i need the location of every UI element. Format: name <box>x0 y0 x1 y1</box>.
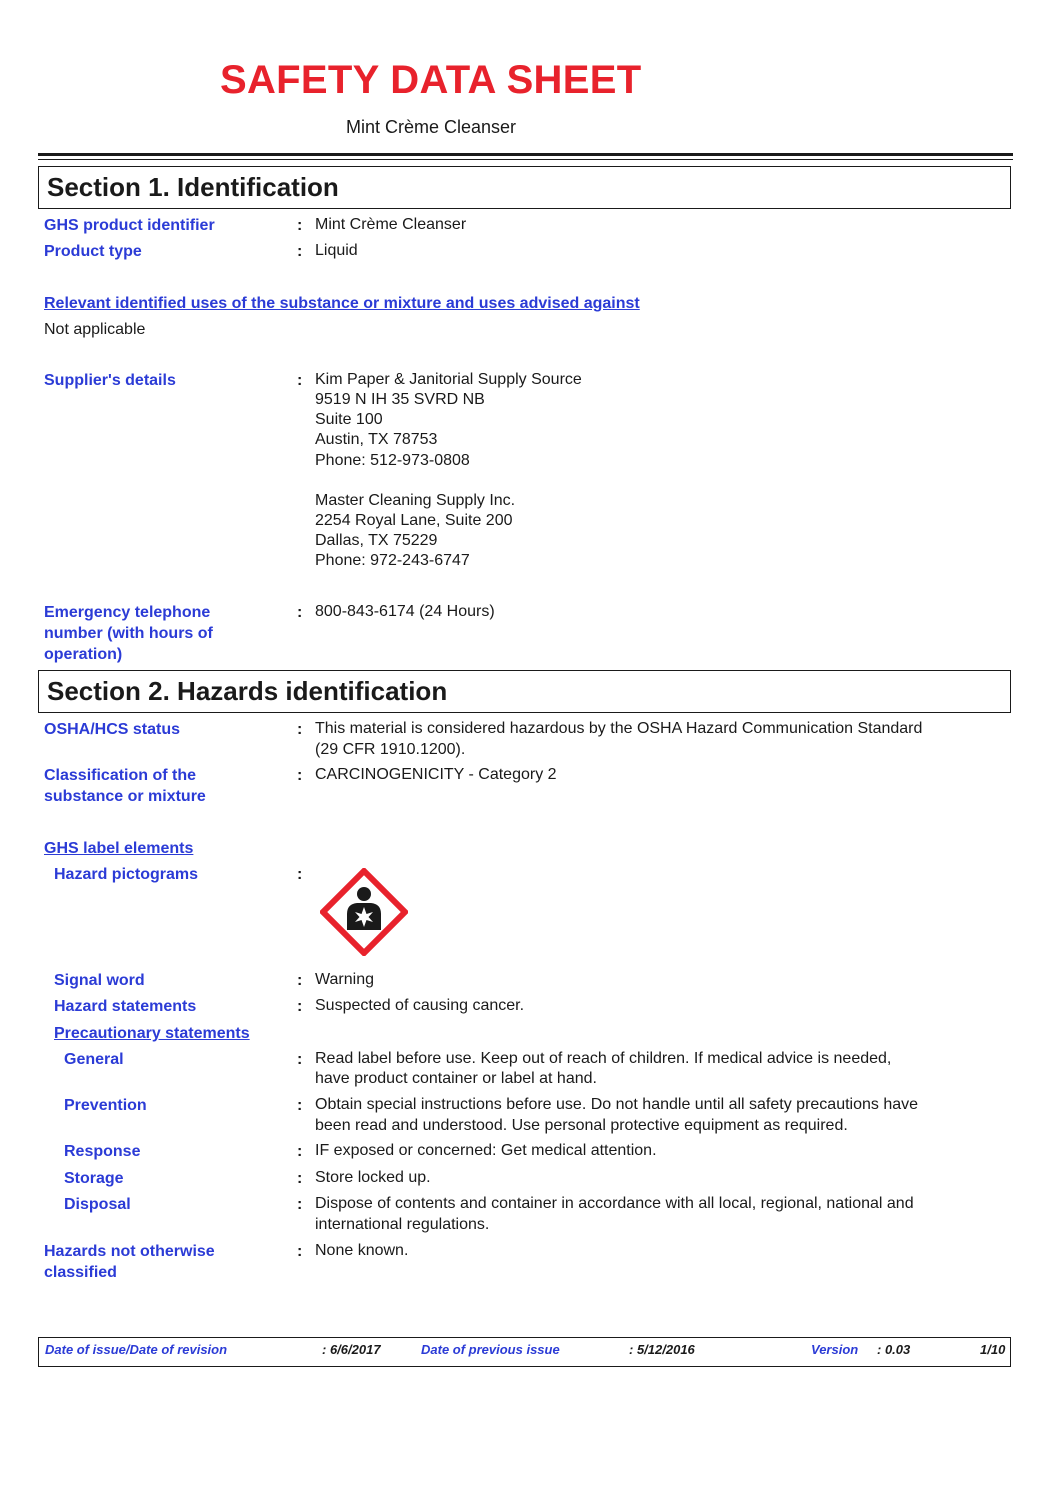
document-footer <box>38 1337 1011 1367</box>
version-value: : 0.03 <box>877 1342 911 1357</box>
section-2-header <box>38 670 1011 713</box>
header-rule-thin <box>38 159 1013 160</box>
osha-status-value: (29 CFR 1910.1200). <box>315 741 466 758</box>
prevention-value: Obtain special instructions before use. Do not handle until all safety precautions have <box>315 1096 919 1113</box>
hazard-statements-value: Suspected of causing cancer. <box>315 997 525 1014</box>
suppliers-address-line: 9519 N IH 35 SVRD NB <box>315 391 485 408</box>
suppliers-address-line: Kim Paper & Janitorial Supply Source <box>315 371 582 388</box>
signal-word-label: Signal word <box>54 972 145 989</box>
colon: : <box>297 1243 303 1260</box>
colon: : <box>297 1196 303 1213</box>
emergency-label: number (with hours of <box>44 625 213 642</box>
general-value: have product container or label at hand. <box>315 1070 597 1087</box>
hazards-not-classified-label: classified <box>44 1264 117 1281</box>
colon: : <box>297 372 303 389</box>
disposal-label: Disposal <box>64 1196 131 1213</box>
emergency-phone: 800-843-6174 (24 Hours) <box>315 603 495 620</box>
colon: : <box>297 721 303 738</box>
suppliers-address-line: Austin, TX 78753 <box>315 431 438 448</box>
ghs-label-elements-heading[interactable]: GHS label elements <box>44 840 194 857</box>
colon: : <box>297 243 303 260</box>
prevention-label: Prevention <box>64 1097 147 1114</box>
hazards-not-classified-value: None known. <box>315 1242 409 1259</box>
document-title: SAFETY DATA SHEET <box>220 58 642 102</box>
disposal-value: international regulations. <box>315 1216 490 1233</box>
colon: : <box>297 767 303 784</box>
osha-status-label: OSHA/HCS status <box>44 721 181 738</box>
relevant-uses-heading[interactable]: Relevant identified uses of the substance or mixture and uses advised against <box>44 295 640 312</box>
section-2-title: Section 2. Hazards identification <box>47 676 448 706</box>
colon: : <box>297 998 303 1015</box>
suppliers-details-label: Supplier's details <box>44 372 176 389</box>
suppliers-address-line: 2254 Royal Lane, Suite 200 <box>315 512 513 529</box>
section-1-title: Section 1. Identification <box>47 172 339 202</box>
health-hazard-icon <box>320 868 408 956</box>
version-label: Version <box>811 1342 859 1357</box>
general-value: Read label before use. Keep out of reach of children. If medical advice is needed, <box>315 1050 892 1067</box>
product-type-value: Liquid <box>315 242 358 259</box>
storage-value: Store locked up. <box>315 1169 431 1186</box>
product-type-label: Product type <box>44 243 142 260</box>
product-name-header: Mint Crème Cleanser <box>346 117 517 137</box>
suppliers-address-line: Suite 100 <box>315 411 383 428</box>
general-label: General <box>64 1051 124 1068</box>
signal-word-value: Warning <box>315 971 374 988</box>
classification-label: substance or mixture <box>44 788 206 805</box>
colon: : <box>297 1051 303 1068</box>
suppliers-address-line: Master Cleaning Supply Inc. <box>315 492 516 509</box>
previous-issue-label: Date of previous issue <box>421 1342 560 1357</box>
response-value: IF exposed or concerned: Get medical attention. <box>315 1142 657 1159</box>
ghs-product-identifier-label: GHS product identifier <box>44 217 215 234</box>
colon: : <box>297 604 303 621</box>
issue-date-label: Date of issue/Date of revision <box>45 1342 228 1357</box>
hazards-not-classified-label: Hazards not otherwise <box>44 1243 215 1260</box>
emergency-label: operation) <box>44 646 123 663</box>
hazard-statements-label: Hazard statements <box>54 998 197 1015</box>
disposal-value: Dispose of contents and container in accordance with all local, regional, national and <box>315 1195 914 1212</box>
suppliers-address-line: Dallas, TX 75229 <box>315 532 438 549</box>
classification-label: Classification of the <box>44 767 197 784</box>
storage-label: Storage <box>64 1170 124 1187</box>
colon: : <box>297 972 303 989</box>
previous-issue-value: : 5/12/2016 <box>629 1342 695 1357</box>
suppliers-phone: Phone: 972-243-6747 <box>315 552 470 569</box>
precautionary-statements-heading[interactable]: Precautionary statements <box>54 1025 250 1042</box>
colon: : <box>297 1170 303 1187</box>
response-label: Response <box>64 1143 141 1160</box>
page-number: 1/10 <box>980 1342 1006 1357</box>
suppliers-phone: Phone: 512-973-0808 <box>315 452 470 469</box>
header-rule <box>38 153 1013 156</box>
issue-date-value: : 6/6/2017 <box>322 1342 381 1357</box>
prevention-value: been read and understood. Use personal protective equipment as required. <box>315 1117 848 1134</box>
colon: : <box>297 1097 303 1114</box>
colon: : <box>297 866 303 883</box>
section-1-header <box>38 166 1011 209</box>
colon: : <box>297 217 303 234</box>
osha-status-value: This material is considered hazardous by the OSHA Hazard Communication Standard <box>315 720 923 737</box>
ghs-product-identifier-value: Mint Crème Cleanser <box>315 216 467 233</box>
hazard-pictograms-label: Hazard pictograms <box>54 866 199 883</box>
emergency-label: Emergency telephone <box>44 604 211 621</box>
relevant-uses-value: Not applicable <box>44 321 146 338</box>
classification-value: CARCINOGENICITY - Category 2 <box>315 766 557 783</box>
colon: : <box>297 1143 303 1160</box>
